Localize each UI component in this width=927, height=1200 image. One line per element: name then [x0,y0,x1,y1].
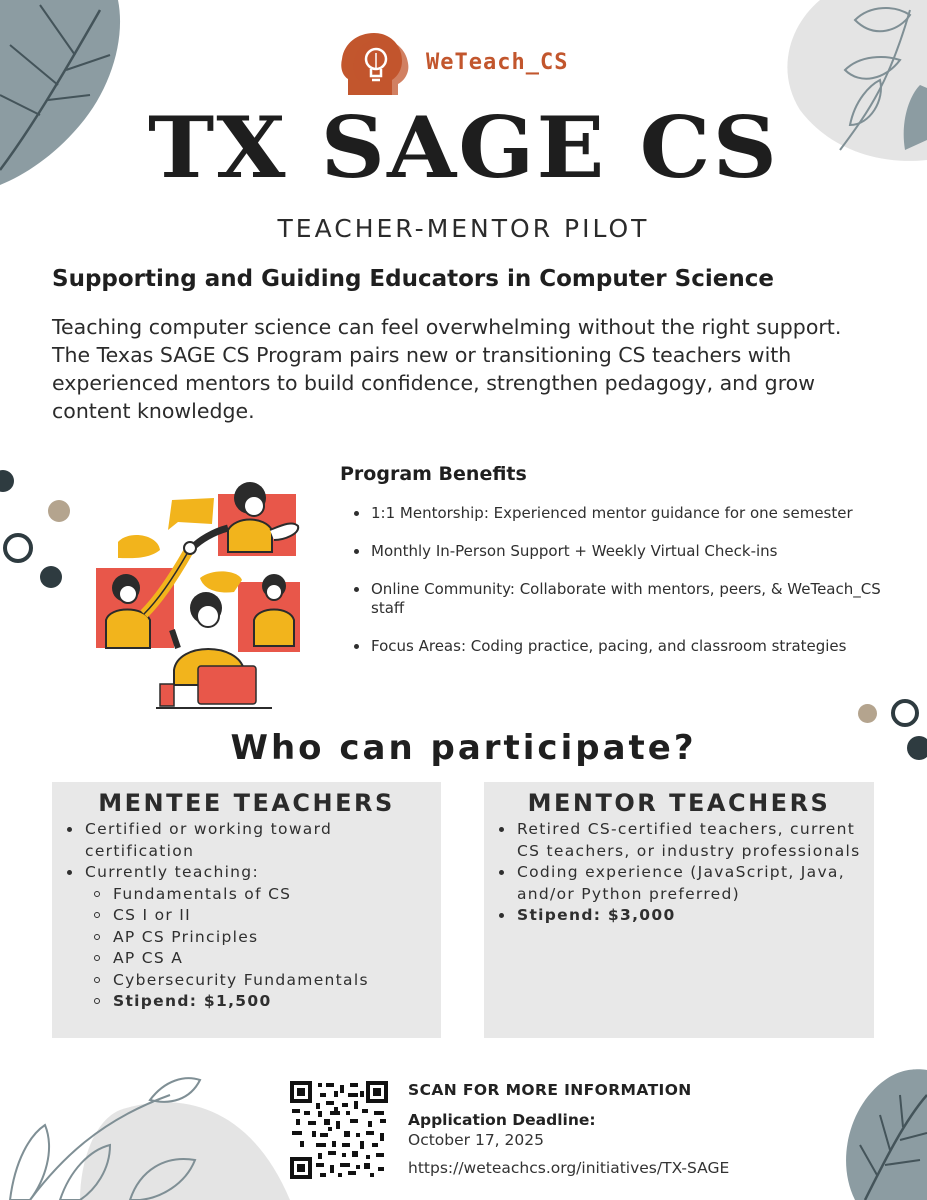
mentee-stipend: Stipend: $1,500 [52,991,441,1013]
decorative-dot [40,566,62,588]
benefit-item: 1:1 Mentorship: Experienced mentor guidance for one semester [350,504,890,523]
benefits-title: Program Benefits [340,463,527,485]
page-title: TX SAGE CS [147,98,779,197]
benefit-item: Online Community: Collaborate with mentors, peers, & WeTeach_CS staff [350,580,890,618]
mentor-box [484,782,874,1038]
mentor-item: Coding experience (JavaScript, Java, and/or Python preferred) [484,862,874,905]
scan-label: SCAN FOR MORE INFORMATION [408,1081,692,1099]
benefit-item: Focus Areas: Coding practice, pacing, and classroom strategies [350,637,890,656]
benefits-list [350,504,890,675]
logo [340,28,620,96]
decorative-dot [48,500,70,522]
mentee-item: Certified or working toward certification [52,819,441,862]
course-item: CS I or II [52,905,441,927]
mentee-item: Currently teaching: [52,862,441,884]
lightbulb-heads-icon [340,29,412,95]
decorative-ring [3,533,33,563]
logo-text: WeTeach_CS [426,49,569,75]
decorative-dot [858,704,877,723]
leaf-bottom-right-icon [815,1065,927,1200]
course-item: AP CS Principles [52,927,441,949]
benefit-item: Monthly In-Person Support + Weekly Virtual Check-ins [350,542,890,561]
mentor-list [484,819,874,927]
deadline-label: Application Deadline: [408,1111,596,1129]
qr-code-icon[interactable] [290,1081,388,1179]
course-item: Fundamentals of CS [52,884,441,906]
course-item: Cybersecurity Fundamentals [52,970,441,992]
mentee-box [52,782,441,1038]
participate-heading: Who can participate? [230,728,697,768]
leaf-bottom-left-icon [0,1060,300,1200]
mentee-title: MENTEE TEACHERS [98,789,395,817]
mentor-stipend: Stipend: $3,000 [484,905,874,927]
section-heading: Supporting and Guiding Educators in Computer Science [52,266,774,292]
page-subtitle: TEACHER-MENTOR PILOT [277,214,650,243]
course-item: AP CS A [52,948,441,970]
info-link[interactable]: https://weteachcs.org/initiatives/TX-SAGE [408,1159,730,1177]
decorative-ring [891,699,919,727]
decorative-dot [0,470,14,492]
mentor-title: MENTOR TEACHERS [527,789,831,817]
mentee-list [52,819,441,1013]
intro-paragraph: Teaching computer science can feel overwhelming without the right support. The Texas SAGE CS Program pairs new or transitioning CS teachers with experienced mentors to build confidence, strengthen pedagogy, and grow content knowledge. [52,315,842,423]
mentor-item: Retired CS-certified teachers, current CS teachers, or industry professionals [484,819,874,862]
deadline-date: October 17, 2025 [408,1131,544,1149]
mentorship-illustration [88,470,313,715]
